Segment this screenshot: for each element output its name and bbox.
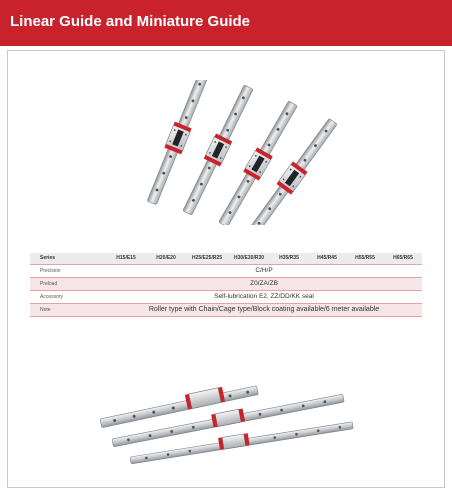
spec-table [30, 253, 422, 317]
column-header: H20/E20 [146, 253, 186, 264]
table-row [30, 277, 422, 290]
table-row [30, 290, 422, 303]
page-title: Linear Guide and Miniature Guide [10, 13, 251, 30]
table-row [30, 303, 422, 316]
linear-guide-product-image-top [140, 80, 340, 225]
table-row [30, 264, 422, 277]
row-label: Accessory [30, 290, 106, 303]
row-value: C/H/P [106, 264, 422, 277]
row-value: Z0/ZA/ZB [106, 277, 422, 290]
spec-table-header-row [30, 253, 422, 264]
column-header: H55/R55 [346, 253, 384, 264]
row-value: Roller type with Chain/Cage type/Block coating available/6 meter available [106, 303, 422, 316]
column-header: H45/R45 [308, 253, 346, 264]
column-header: H30/E30/R30 [228, 253, 270, 264]
header-bar [0, 0, 452, 46]
column-header: H15/E15 [106, 253, 146, 264]
column-header: H25/E25/R25 [186, 253, 228, 264]
row-label: Note [30, 303, 106, 316]
series-header: Series [30, 253, 106, 264]
row-value: Self-lubrication E2, ZZ/DD/KK seal [106, 290, 422, 303]
linear-guide-product-image-bottom [90, 375, 360, 470]
column-header: H35/R35 [270, 253, 308, 264]
column-header: H65/R65 [384, 253, 422, 264]
row-label: Precision [30, 264, 106, 277]
row-label: Preload [30, 277, 106, 290]
